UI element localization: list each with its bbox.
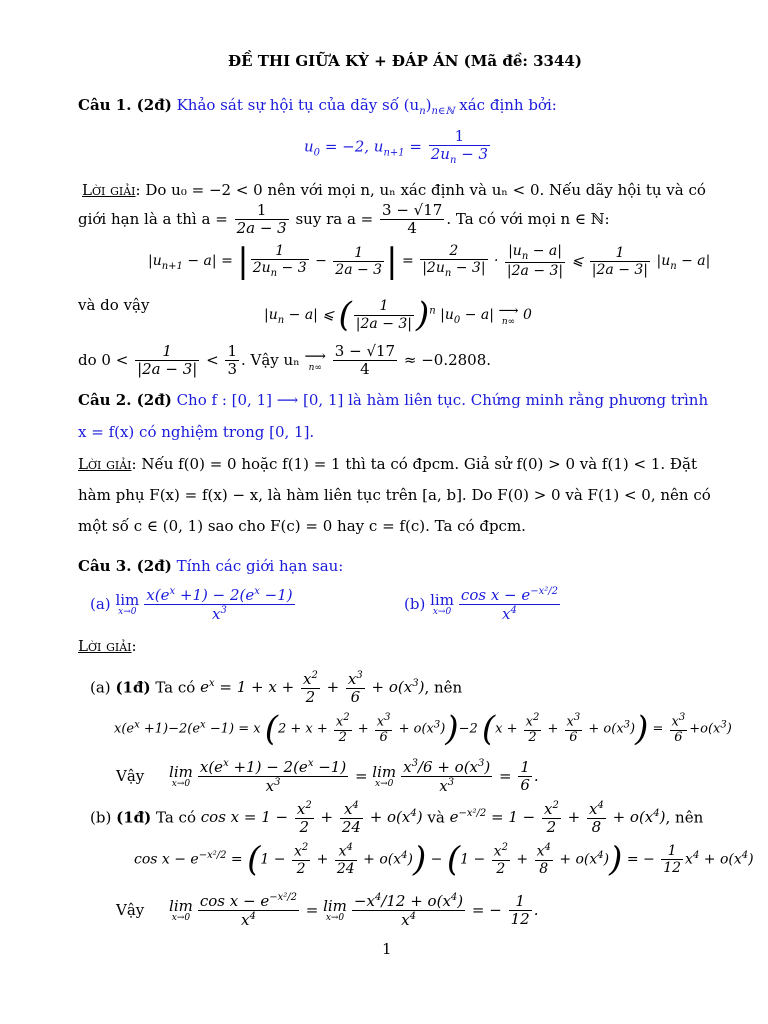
q2-solution-line1: Lời giải: Nếu f(0) = 0 hoặc f(1) = 1 thì ta có đpcm. Giả sử f(0) > 0 và f(1) < 1. Đặt (78, 455, 697, 473)
q1-definition: $u_0 = -2$, $u_{n+1}$ = $\frac{1}{2u_n - 3}$ (304, 127, 489, 167)
q2-solution-label: Lời giải (78, 455, 132, 473)
question-2-prompt-1: Cho f : [0, 1] ⟶ [0, 1] là hàm liên tục. Chứng minh rằng phương trình (176, 391, 709, 409)
q1-conclusion: do 0 < $\frac{1}{|2a - 3|}$ < $\frac{1}{3}$ . Vậy uₙ ⟶ n∞ $\frac{3 - √17}{4}$ ≈ −0.2808. (78, 342, 492, 379)
q3b-computation: $\cos x - e^{-x^2/2} = (1$ − $\frac{x^2}{2}$ + $\frac{x^4}{24}$ + $o(x^4)) - (1$ − $\frac{x^2}{2}$ + $\frac{x^4}{8}$ + $o(x^4)$) = − $\frac{1}{12}$ $x^4 + o(x^4)$ (134, 839, 754, 880)
question-3-label: Câu 3. (2đ) (78, 557, 172, 575)
question-2-label: Câu 2. (2đ) (78, 391, 172, 409)
q2-solution-line2: hàm phụ F(x) = f(x) − x, là hàm liên tục trên [a, b]. Do F(0) > 0 và F(1) < 0, nên có (78, 486, 711, 504)
question-2-prompt-2: x = f(x) có nghiệm trong [0, 1]. (78, 423, 315, 441)
question-1-label: Câu 1. (2đ) (78, 96, 172, 114)
q2-solution-line3: một số c ∈ (0, 1) sao cho F(c) = 0 hay c = f(c). Ta có đpcm. (78, 517, 526, 535)
page-number: 1 (382, 940, 392, 958)
q3a-expansion: (a) (1đ) Ta có $e^x = 1 + x$ + $\frac{x^2}{2}$ + $\frac{x^3}{6}$ + $o(x^3)$, nên (90, 670, 463, 707)
q3-part-a: (a) lim x→0 $\frac{x(e^x +1) - 2(e^x -1)}{x^3}$ (90, 586, 293, 624)
q1-va-do-vay: và do vậy (78, 296, 150, 314)
question-1-prompt: Khảo sát sự hội tụ của dãy số $(u_n)_{n\in ℕ}$ xác định bởi: (176, 96, 557, 117)
q1-bound: $|u_n - a|$ ⩽ ( $\frac{1}{|2a - 3|}$ )$^n$ $|u_0 - a|$ ⟶ n∞ 0 (264, 295, 532, 335)
question-3 (78, 557, 343, 575)
q3b-expansion: (b) (1đ) Ta có cos x = 1 − $\frac{x^2}{2}$ + $\frac{x^4}{24}$ + $o(x^4)$ và $e^{-x^2/2} = 1$ − $\frac{x^2}{2}$ + $\frac{x^4}{8}$ + $o(x^4)$, nên (90, 800, 704, 837)
q3-solution-label-row: Lời giải: (78, 637, 137, 655)
q3a-result: Vậy lim x→0 $\frac{x(e^x +1) - 2(e^x -1)}{x^3}$ = lim x→0 $\frac{x^3/6 + o(x^3)}{x^3}$ = $\frac{1}{6}$ . (116, 758, 539, 796)
q1-solution-line2: giới hạn là a thì a = $\frac{1}{2a - 3}$ suy ra a = $\frac{3 - √17}{4}$ . Ta có với mọi n ∈ ℕ: (78, 201, 610, 238)
q1-solution-line1: Lời giải: Do u₀ = −2 < 0 nên với mọi n, uₙ xác định và uₙ < 0. Nếu dãy hội tụ và có (82, 181, 706, 199)
q3-solution-label: Lời giải (78, 637, 132, 655)
q1-inequality: $|u_{n+1} - a|$ = | $\frac{1}{2u_n - 3}$ − $\frac{1}{2a - 3}$ | = $\frac{2}{|2u_n - 3|}$ · $\frac{|u_n - a|}{|2a - 3|}$ ⩽ $\frac{1}{|2a - 3|}$ $|u_n - a|$ (148, 241, 711, 282)
page-title: ĐỀ THI GIỮA KỲ + ĐÁP ÁN (Mã đề: 3344) (228, 52, 582, 70)
q3-part-b: (b) lim x→0 $\frac{\cos x - e^{-x^2/2}}{x^4}$ (404, 586, 559, 624)
question-3-prompt: Tính các giới hạn sau: (176, 557, 344, 575)
question-2 (78, 391, 708, 409)
question-1 (78, 96, 557, 117)
q1-solution-label: Lời giải (82, 181, 136, 199)
q3a-computation: $x(e^x +1)-2(e^x -1) = x$ (2 + x + $\frac{x^2}{2}$ + $\frac{x^3}{6}$ + $o(x^3))-2$ (x + $\frac{x^2}{2}$ + $\frac{x^3}{6}$ + $o(x^3)$) = $\frac{x^3}{6}$ $+o(x^3)$ (114, 709, 732, 750)
q3b-result: Vậy lim x→0 $\frac{\cos x - e^{-x^2/2}}{x^4}$ = lim x→0 $\frac{-x^4/12 + o(x^4)}{x^4}$ = − $\frac{1}{12}$ . (116, 892, 539, 930)
